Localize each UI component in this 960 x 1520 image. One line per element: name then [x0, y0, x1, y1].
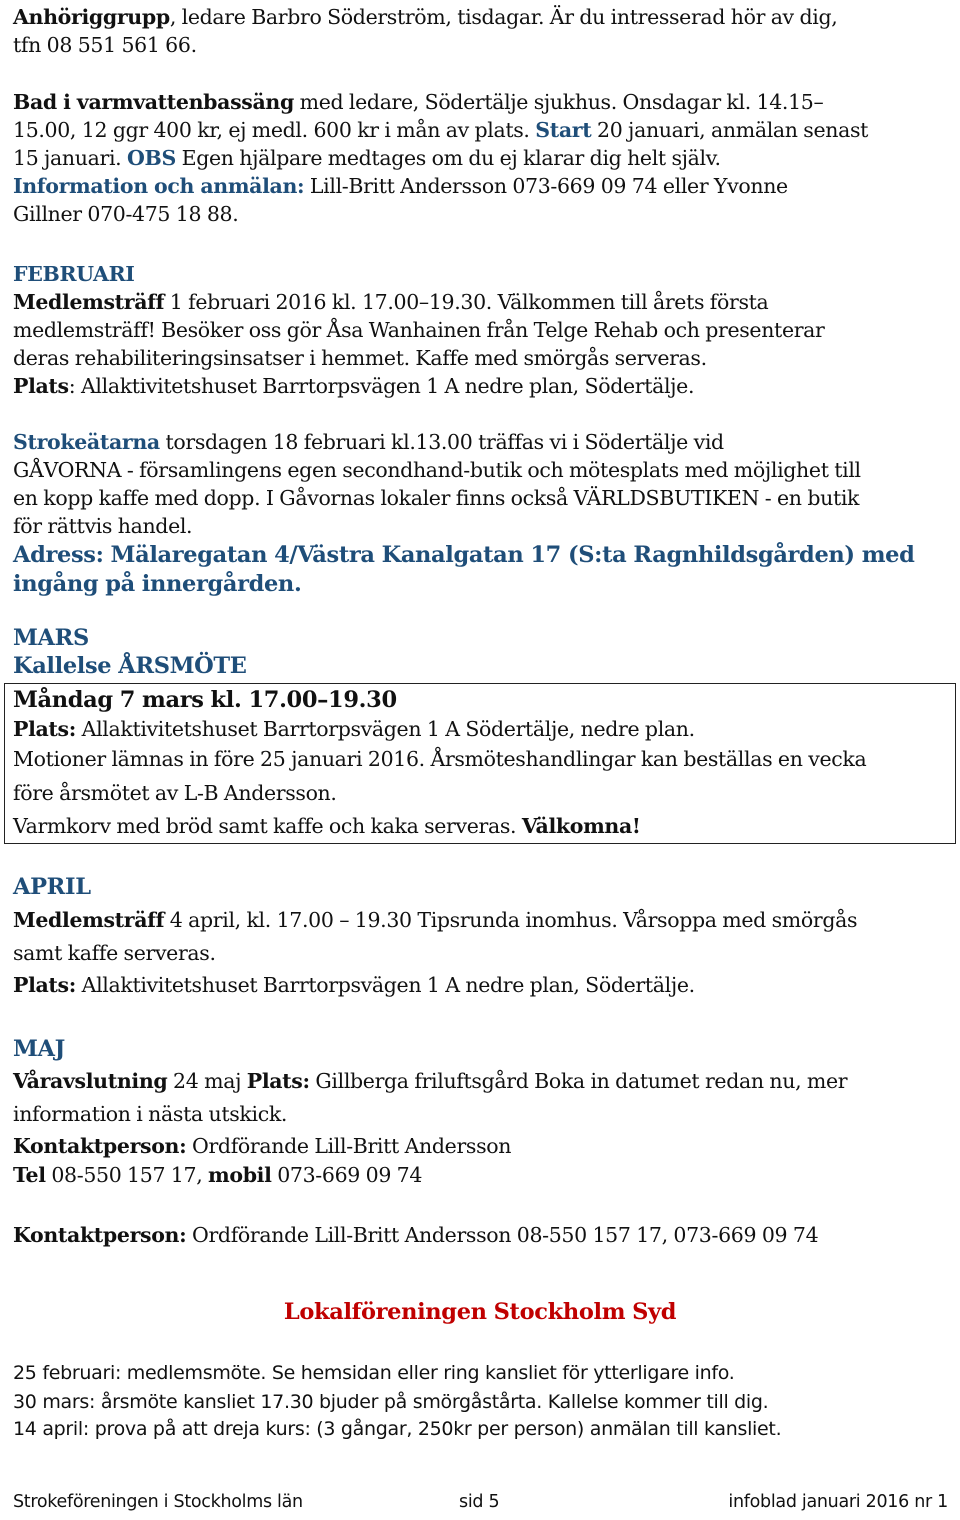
anhoriggrupp-title: Anhöriggrupp: [13, 5, 170, 29]
stockholm-syd-item: 30 mars: årsmöte kansliet 17.30 bjuder på smörgåstårta. Kallelse kommer till dig.: [13, 1391, 769, 1413]
anhoriggrupp-line-1: Anhöriggrupp, ledare Barbro Söderström, tisdagar. Är du intresserad hör av dig,: [13, 5, 838, 29]
april-plats-label: Plats:: [13, 973, 76, 997]
strokeatarna-line-3: en kopp kaffe med dopp. I Gåvornas lokaler finns också VÄRLDSBUTIKEN - en butik: [13, 486, 860, 510]
februari-plats-label: Plats: [13, 374, 69, 398]
bad-title: Bad i varmvattenbassäng: [13, 90, 294, 114]
april-heading: APRIL: [13, 874, 91, 900]
anhoriggrupp-line-2: tfn 08 551 561 66.: [13, 33, 197, 57]
mars-motion-1: Motioner lämnas in före 25 januari 2016. Årsmöteshandlingar kan beställas en vecka: [13, 747, 867, 771]
april-line-1: Medlemsträff 4 april, kl. 17.00 – 19.30 Tipsrunda inomhus. Vårsoppa med smörgås: [13, 908, 858, 932]
februari-plats: Plats: Allaktivitetshuset Barrtorpsvägen 1 A nedre plan, Södertälje.: [13, 374, 695, 398]
kontakt-footer-label: Kontaktperson:: [13, 1223, 187, 1247]
strokeatarna-title: Strokeätarna: [13, 430, 160, 454]
mars-plats: Plats: Allaktivitetshuset Barrtorpsvägen 1 A Södertälje, nedre plan.: [13, 717, 695, 741]
mars-varmkorv: Varmkorv med bröd samt kaffe och kaka serveras. Välkomna!: [13, 814, 641, 838]
maj-event-label: Våravslutning: [13, 1069, 168, 1093]
mars-plats-label: Plats:: [13, 717, 76, 741]
footer-issue: infoblad januari 2016 nr 1: [728, 1492, 948, 1512]
bad-info-label: Information och anmälan:: [13, 174, 305, 198]
stockholm-syd-item: 25 februari: medlemsmöte. Se hemsidan eller ring kansliet för ytterligare info.: [13, 1362, 735, 1384]
maj-tel-label: Tel: [13, 1163, 46, 1187]
stockholm-syd-heading: Lokalföreningen Stockholm Syd: [283, 1299, 677, 1325]
maj-line-2: information i nästa utskick.: [13, 1102, 288, 1126]
april-event-label: Medlemsträff: [13, 908, 165, 932]
maj-mobil-label: mobil: [208, 1163, 272, 1187]
strokeatarna-line-4: för rättvis handel.: [13, 514, 193, 538]
bad-start-label: Start: [535, 118, 592, 142]
mars-kallelse: Kallelse ÅRSMÖTE: [13, 653, 247, 679]
februari-line-1: Medlemsträff 1 februari 2016 kl. 17.00–19.30. Välkommen till årets första: [13, 290, 769, 314]
strokeatarna-line-1: Strokeätarna torsdagen 18 februari kl.13.00 träffas vi i Södertälje vid: [13, 430, 724, 454]
bad-line-1: Bad i varmvattenbassäng med ledare, Södertälje sjukhus. Onsdagar kl. 14.15–: [13, 90, 824, 114]
mars-heading: MARS: [13, 625, 89, 651]
februari-heading: FEBRUARI: [13, 262, 135, 286]
bad-line-2: 15.00, 12 ggr 400 kr, ej medl. 600 kr i mån av plats. Start 20 januari, anmälan senast: [13, 118, 869, 142]
bad-line-5: Gillner 070-475 18 88.: [13, 202, 239, 226]
april-plats: Plats: Allaktivitetshuset Barrtorpsvägen 1 A nedre plan, Södertälje.: [13, 973, 695, 997]
strokeatarna-address-2: ingång på innergården.: [13, 571, 302, 597]
maj-heading: MAJ: [13, 1036, 65, 1062]
footer-organization: Strokeföreningen i Stockholms län: [13, 1492, 303, 1512]
strokeatarna-line-2: GÅVORNA - församlingens egen secondhand-butik och mötesplats med möjlighet till: [13, 458, 861, 482]
bad-line-4: Information och anmälan: Lill-Britt Andersson 073-669 09 74 eller Yvonne: [13, 174, 788, 198]
kontakt-footer-line: Kontaktperson: Ordförande Lill-Britt Andersson 08-550 157 17, 073-669 09 74: [13, 1223, 819, 1247]
mars-date: Måndag 7 mars kl. 17.00–19.30: [13, 687, 397, 713]
stockholm-syd-item: 14 april: prova på att dreja kurs: (3 gångar, 250kr per person) anmälan till kansliet.: [13, 1418, 782, 1440]
strokeatarna-address-1: Adress: Mälaregatan 4/Västra Kanalgatan 17 (S:ta Ragnhildsgården) med: [13, 542, 915, 568]
mars-motion-2: före årsmötet av L-B Andersson.: [13, 781, 337, 805]
footer-page-number: sid 5: [459, 1492, 500, 1512]
maj-plats-label: Plats:: [246, 1069, 310, 1093]
maj-tel: Tel 08-550 157 17, mobil 073-669 09 74: [13, 1163, 423, 1187]
maj-line-1: Våravslutning 24 maj Plats: Gillberga friluftsgård Boka in datumet redan nu, mer: [13, 1069, 848, 1093]
februari-event-label: Medlemsträff: [13, 290, 165, 314]
april-line-2: samt kaffe serveras.: [13, 941, 216, 965]
maj-kontakt: Kontaktperson: Ordförande Lill-Britt Andersson: [13, 1134, 512, 1158]
februari-line-2: medlemsträff! Besöker oss gör Åsa Wanhainen från Telge Rehab och presenterar: [13, 318, 825, 342]
mars-valkomna: Välkomna!: [521, 814, 641, 838]
bad-line-3: 15 januari. OBS Egen hjälpare medtages om du ej klarar dig helt själv.: [13, 146, 721, 170]
bad-obs-label: OBS: [127, 146, 176, 170]
februari-line-3: deras rehabiliteringsinsatser i hemmet. Kaffe med smörgås serveras.: [13, 346, 707, 370]
maj-kontakt-label: Kontaktperson:: [13, 1134, 187, 1158]
